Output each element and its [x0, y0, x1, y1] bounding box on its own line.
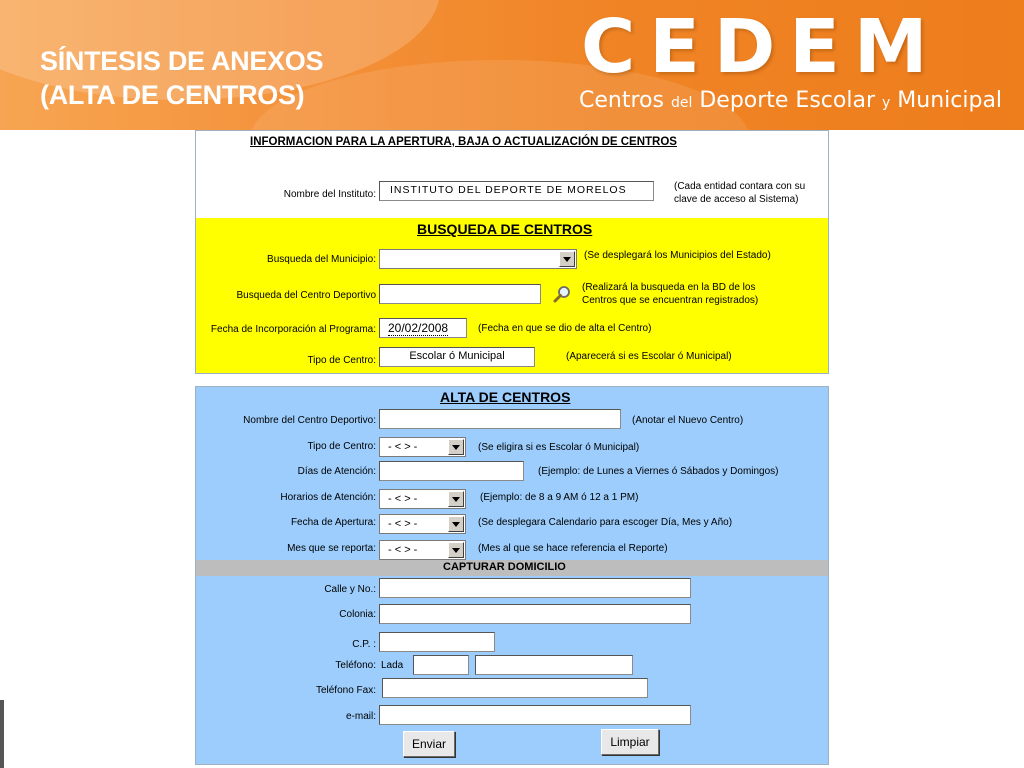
calle-label: Calle y No.:	[324, 584, 376, 595]
horarios-atencion-value: - < > -	[388, 493, 418, 505]
page-title-line2: (ALTA DE CENTROS)	[40, 80, 305, 110]
tipo-centro-display: Escolar ó Municipal	[379, 347, 535, 367]
horarios-atencion-select[interactable]	[379, 489, 466, 509]
fecha-apertura-label: Fecha de Apertura:	[290, 517, 376, 528]
cedem-logo-word: CEDEM	[581, 4, 942, 90]
telefono-input[interactable]	[475, 655, 633, 675]
fax-input[interactable]	[382, 678, 648, 698]
horarios-atencion-note: (Ejemplo: de 8 a 9 AM ó 12 a 1 PM)	[480, 492, 639, 503]
tipo-centro-note: (Aparecerá si es Escolar ó Municipal)	[566, 351, 732, 362]
busqueda-heading: BUSQUEDA DE CENTROS	[417, 221, 593, 237]
municipio-label: Busqueda del Municipio:	[267, 254, 376, 265]
header-banner	[0, 0, 1024, 130]
search-icon[interactable]	[552, 284, 572, 304]
colonia-label: Colonia:	[339, 609, 376, 620]
fax-label: Teléfono Fax:	[315, 685, 376, 696]
instituto-label: Nombre del Instituto:	[283, 189, 376, 200]
chevron-down-icon[interactable]	[448, 439, 464, 455]
lada-label: Lada	[381, 660, 404, 671]
mes-reporte-select[interactable]	[379, 540, 466, 560]
fecha-apertura-value: - < > -	[388, 518, 418, 530]
horarios-atencion-label: Horarios de Atención:	[280, 492, 376, 503]
enviar-button[interactable]: Enviar	[403, 731, 455, 757]
email-input[interactable]	[379, 705, 691, 725]
chevron-down-icon[interactable]	[448, 516, 464, 532]
dias-atencion-label: Días de Atención:	[297, 466, 376, 477]
cp-label: C.P. :	[352, 639, 376, 650]
page-title-line1: SÍNTESIS DE ANEXOS	[40, 46, 324, 76]
fecha-apertura-note: (Se desplegara Calendario para escoger Día, Mes y Año)	[478, 517, 733, 528]
fecha-incorporacion-value: 20/02/2008	[388, 321, 449, 335]
mes-reporte-label: Mes que se reporta:	[287, 543, 376, 554]
fecha-incorporacion-label: Fecha de Incorporación al Programa:	[210, 324, 376, 335]
cedem-logo	[575, 0, 1024, 130]
email-label: e-mail:	[345, 711, 376, 722]
cp-input[interactable]	[379, 632, 495, 652]
fecha-incorporacion-field[interactable]	[379, 318, 467, 338]
instituto-field[interactable]: INSTITUTO DEL DEPORTE DE MORELOS	[379, 181, 654, 201]
chevron-down-icon[interactable]	[448, 542, 464, 558]
alta-tipo-value: - < > -	[388, 441, 418, 453]
domicilio-heading: CAPTURAR DOMICILIO	[443, 561, 566, 573]
chevron-down-icon[interactable]	[448, 491, 464, 507]
municipio-note: (Se desplegará los Municipios del Estado)	[584, 250, 771, 261]
tipo-centro-label: Tipo de Centro:	[307, 355, 376, 366]
alta-tipo-note: (Se eligira si es Escolar ó Municipal)	[478, 442, 640, 453]
info-heading: INFORMACION PARA LA APERTURA, BAJA O ACTUALIZACIÓN DE CENTROS	[250, 136, 677, 148]
lada-input[interactable]	[413, 655, 469, 675]
nombre-centro-input[interactable]	[379, 409, 621, 429]
left-edge-bar	[0, 700, 4, 768]
fecha-apertura-select[interactable]	[379, 514, 466, 534]
municipio-select[interactable]	[379, 249, 577, 269]
mes-reporte-note: (Mes al que se hace referencia el Reporte)	[478, 543, 668, 554]
limpiar-button[interactable]: Limpiar	[601, 729, 659, 755]
centro-busqueda-note: (Realizará la busqueda en la BD de los Centros que se encuentran registrados)	[582, 282, 759, 306]
alta-tipo-label: Tipo de Centro:	[307, 441, 376, 452]
page-title	[40, 44, 323, 112]
nombre-centro-note: (Anotar el Nuevo Centro)	[632, 415, 744, 426]
cedem-logo-subtitle: Centros del Deporte Escolar y Municipal	[579, 88, 1003, 113]
centro-busqueda-input[interactable]	[379, 284, 541, 304]
calle-input[interactable]	[379, 578, 691, 598]
alta-tipo-select[interactable]	[379, 437, 466, 457]
dias-atencion-input[interactable]	[379, 461, 524, 481]
dias-atencion-note: (Ejemplo: de Lunes a Viernes ó Sábados y Domingos)	[538, 466, 779, 477]
nombre-centro-label: Nombre del Centro Deportivo:	[243, 415, 376, 426]
chevron-down-icon[interactable]	[559, 251, 575, 267]
colonia-input[interactable]	[379, 604, 691, 624]
telefono-label: Teléfono:	[335, 660, 376, 671]
mes-reporte-value: - < > -	[388, 544, 418, 556]
alta-heading: ALTA DE CENTROS	[440, 389, 571, 405]
instituto-note: (Cada entidad contara con su clave de acceso al Sistema)	[674, 181, 806, 205]
centro-busqueda-label: Busqueda del Centro Deportivo	[236, 290, 376, 301]
fecha-incorporacion-note: (Fecha en que se dio de alta el Centro)	[478, 323, 652, 334]
